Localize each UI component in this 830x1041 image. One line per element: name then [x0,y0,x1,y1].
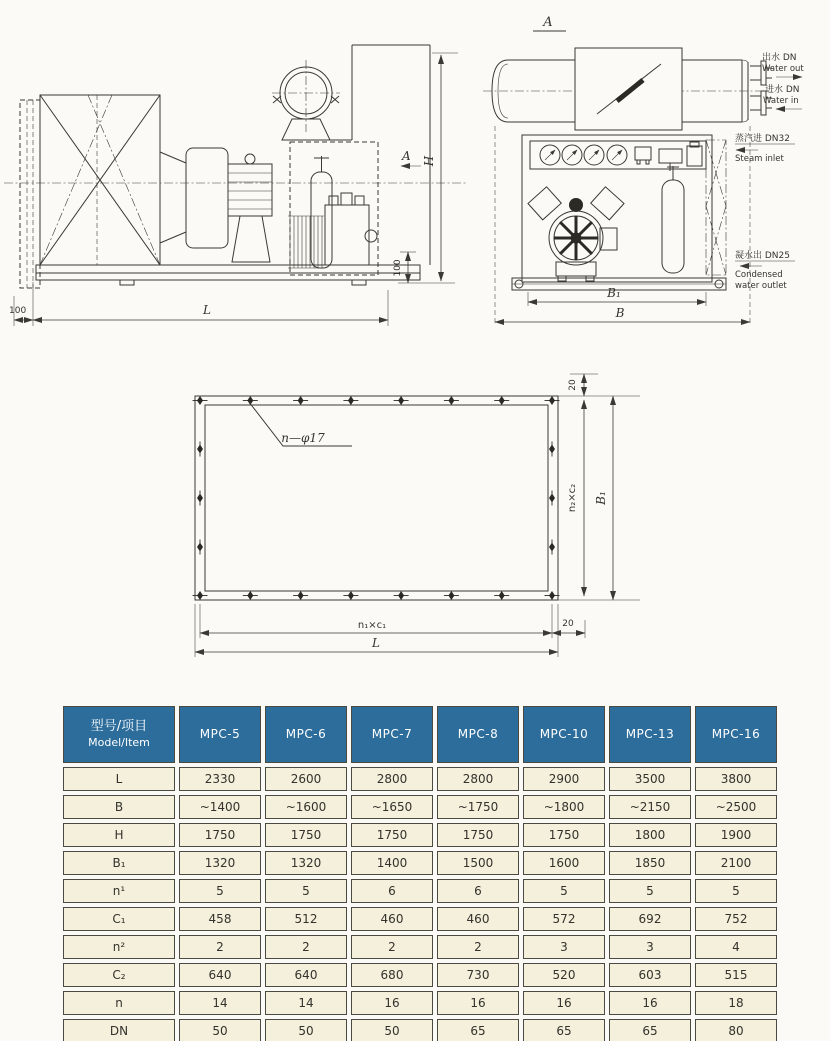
value-cell: 1750 [437,823,519,847]
row-label-cell: C₂ [63,963,175,987]
value-cell: ~1400 [179,795,261,819]
value-cell: 2900 [523,767,605,791]
value-cell: 2 [265,935,347,959]
dim-b1-label: B₁ [607,286,621,300]
value-cell: ~1600 [265,795,347,819]
value-cell: 3500 [609,767,691,791]
table-row [63,851,777,875]
value-cell: 65 [523,1019,605,1041]
row-label-cell: C₁ [63,907,175,931]
condensed-label-en1: Condensed [735,270,783,280]
value-cell: 80 [695,1019,777,1041]
water-in-label-en: Water in [763,96,799,106]
value-cell: 50 [351,1019,433,1041]
gauge-panel [530,141,706,171]
model-header-cell: MPC-8 [437,706,519,763]
value-cell: 1750 [265,823,347,847]
end-view [483,15,772,326]
table-row [63,1019,777,1041]
dim-100-left-label: 100 [9,306,27,316]
pipe-flange [272,60,340,140]
view-a-title: A [543,15,553,30]
value-cell: ~1800 [523,795,605,819]
break-symbol [575,48,682,130]
value-cell: 6 [351,879,433,903]
model-item-label-en: Model/Item [88,735,150,749]
value-cell: 5 [179,879,261,903]
table-header-row [63,706,777,763]
row-label-cell: B [63,795,175,819]
condensed-label-zh: 凝水出 DN25 [735,251,790,261]
value-cell: 16 [609,991,691,1015]
flange-right-dimensions [558,374,640,600]
value-cell: 5 [609,879,691,903]
model-header-cell: MPC-13 [609,706,691,763]
motor [228,154,272,262]
steam-inlet-label-zh: 蒸汽进 DN32 [735,134,790,144]
compressor-side [325,193,377,265]
value-cell: 2600 [265,767,347,791]
value-cell: 2800 [437,767,519,791]
value-cell: 16 [437,991,519,1015]
value-cell: 1600 [523,851,605,875]
value-cell: 752 [695,907,777,931]
dim-b1-flange-label: B₁ [594,491,608,505]
value-cell: 14 [265,991,347,1015]
value-cell: 2 [437,935,519,959]
bolt-holes [193,396,560,600]
value-cell: 3 [609,935,691,959]
row-label-cell: n² [63,935,175,959]
value-cell: 1800 [609,823,691,847]
spec-table [63,706,777,1041]
model-header-cell: MPC-7 [351,706,433,763]
value-cell: 18 [695,991,777,1015]
value-cell: 2 [351,935,433,959]
value-cell: 50 [179,1019,261,1041]
value-cell: 640 [179,963,261,987]
table-row [63,935,777,959]
model-header-cell: MPC-5 [179,706,261,763]
table-row [63,767,777,791]
table-row [63,963,777,987]
dim-l-label: L [203,303,211,317]
value-cell: 730 [437,963,519,987]
condensed-label-en2: water outlet [735,281,787,291]
value-cell: 458 [179,907,261,931]
dim-100-right-label: 100 [393,259,403,277]
steam-inlet-label-en: Steam inlet [735,154,784,164]
value-cell: 460 [351,907,433,931]
value-cell: 1750 [179,823,261,847]
value-cell: 65 [609,1019,691,1041]
value-cell: 603 [609,963,691,987]
value-cell: 680 [351,963,433,987]
table-row [63,795,777,819]
water-out-label-en: Water out [762,64,804,74]
table-row [63,823,777,847]
value-cell: 692 [609,907,691,931]
value-cell: 520 [523,963,605,987]
value-cell: 5 [265,879,347,903]
value-cell: 2 [179,935,261,959]
value-cell: ~1650 [351,795,433,819]
value-cell: 16 [351,991,433,1015]
table-row [63,991,777,1015]
value-cell: 5 [695,879,777,903]
left-view-dimensions [9,53,458,326]
receiver-tank [662,166,684,273]
value-cell: 1900 [695,823,777,847]
water-in-label-zh: 进水 DN [765,85,800,95]
model-item-label-zh: 型号/项目 [90,718,148,734]
model-item-header-cell [63,706,175,763]
dim-b-label: B [615,306,625,320]
dim-n2c2-label: n₂×c₂ [567,483,578,513]
row-label-cell: L [63,767,175,791]
value-cell: 572 [523,907,605,931]
cross-brace-panel [706,140,726,275]
value-cell: 515 [695,963,777,987]
fan-housing [186,148,228,248]
value-cell: 3800 [695,767,777,791]
value-cell: 16 [523,991,605,1015]
value-cell: 1320 [179,851,261,875]
value-cell: 640 [265,963,347,987]
row-label-cell: n¹ [63,879,175,903]
value-cell: ~2500 [695,795,777,819]
value-cell: 6 [437,879,519,903]
value-cell: 4 [695,935,777,959]
table-row [63,879,777,903]
model-header-cell: MPC-16 [695,706,777,763]
value-cell: ~1750 [437,795,519,819]
value-cell: 460 [437,907,519,931]
value-cell: 1500 [437,851,519,875]
value-cell: 1320 [265,851,347,875]
dim-20-top-label: 20 [568,379,578,391]
dim-h-label: H [422,155,436,167]
value-cell: 1400 [351,851,433,875]
row-label-cell: n [63,991,175,1015]
value-cell: ~2150 [609,795,691,819]
model-header-cell: MPC-10 [523,706,605,763]
dim-l-flange-label: L [372,636,380,650]
flange-bottom-dimensions [195,604,585,657]
table-row [63,907,777,931]
value-cell: 14 [179,991,261,1015]
value-cell: 5 [523,879,605,903]
row-label-cell: H [63,823,175,847]
left-side-view [4,45,468,326]
value-cell: 2330 [179,767,261,791]
value-cell: 65 [437,1019,519,1041]
hole-callout-label: n—φ17 [281,431,325,445]
value-cell: 2800 [351,767,433,791]
value-cell: 1750 [351,823,433,847]
flange-plate-view [193,374,641,657]
value-cell: 512 [265,907,347,931]
cooler-fins [288,216,324,268]
value-cell: 2100 [695,851,777,875]
value-cell: 1750 [523,823,605,847]
value-cell: 1850 [609,851,691,875]
view-direction-label: A [402,149,411,163]
row-label-cell: DN [63,1019,175,1041]
row-label-cell: B₁ [63,851,175,875]
value-cell: 3 [523,935,605,959]
dim-n1c1-label: n₁×c₁ [357,620,387,631]
value-cell: 50 [265,1019,347,1041]
dim-20-right-label: 20 [562,619,574,629]
compressor-front [528,187,624,281]
model-header-cell: MPC-6 [265,706,347,763]
pipe-annotations [735,51,804,291]
water-out-label-zh: 出水 DN [762,53,797,63]
